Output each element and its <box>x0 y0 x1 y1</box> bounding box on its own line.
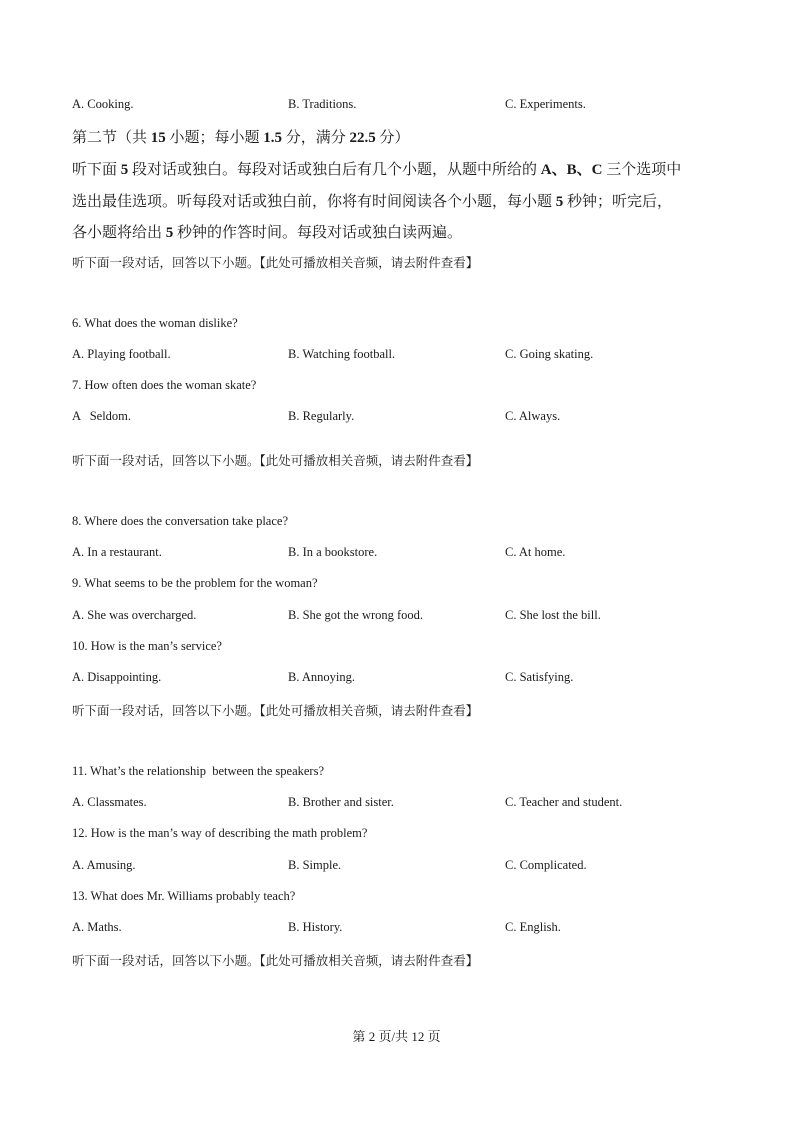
option-c: C. English. <box>505 920 561 934</box>
audio-instruction: 听下面一段对话，回答以下小题。【此处可播放相关音频，请去附件查看】 <box>72 255 479 270</box>
directions-line-3 <box>72 221 462 242</box>
options-row-q9 <box>72 608 722 628</box>
page-number: 2 <box>368 1029 376 1044</box>
section-points-total: 22.5 <box>349 130 376 146</box>
option-a: A. Playing football. <box>72 347 171 361</box>
question-12: 12. How is the man’s way of describing the math problem? <box>72 826 368 840</box>
question-11: 11. What’s the relationship between the speakers? <box>72 764 325 778</box>
option-b: B. Regularly. <box>288 409 355 423</box>
page-footer <box>0 1026 793 1045</box>
option-b: B. She got the wrong food. <box>288 608 424 622</box>
question-9: 9. What seems to be the problem for the woman? <box>72 576 318 590</box>
directions-text: 三个选项中 <box>602 162 682 178</box>
directions-text: 听下面 <box>72 162 121 178</box>
option-c: C. Experiments. <box>505 97 586 111</box>
option-c: C. Satisfying. <box>505 670 574 684</box>
option-c: C. At home. <box>505 545 566 559</box>
option-a: A. In a restaurant. <box>72 545 162 559</box>
section-title-text: 第二节（共 <box>72 130 151 146</box>
section-title <box>72 126 410 147</box>
section-count: 15 <box>150 130 166 146</box>
directions-text: 秒钟；听完后， <box>563 194 673 210</box>
option-a: A. She was overcharged. <box>72 608 197 622</box>
question-10: 10. How is the man’s service? <box>72 639 222 653</box>
option-b: B. Annoying. <box>288 670 356 684</box>
option-c: C. She lost the bill. <box>505 608 601 622</box>
question-8: 8. Where does the conversation take place? <box>72 514 288 528</box>
option-a: A. Amusing. <box>72 858 136 872</box>
options-row-q12 <box>72 858 722 878</box>
directions-text: 段对话或独白。每段对话或独白后有几个小题，从题中所给的 <box>128 162 541 178</box>
option-a: A. Maths. <box>72 920 122 934</box>
directions-options: A、B、C <box>540 162 603 178</box>
footer-text: 页 <box>424 1029 441 1044</box>
question-6: 6. What does the woman dislike? <box>72 316 238 330</box>
section-points-each: 1.5 <box>263 130 283 146</box>
question-7: 7. How often does the woman skate? <box>72 378 257 392</box>
option-c: C. Teacher and student. <box>505 795 623 809</box>
options-row-q10 <box>72 670 722 690</box>
option-a: A. Classmates. <box>72 795 147 809</box>
option-b: B. In a bookstore. <box>288 545 378 559</box>
directions-number: 5 <box>165 225 174 241</box>
option-c: C. Going skating. <box>505 347 594 361</box>
option-b: B. Traditions. <box>288 97 357 111</box>
directions-text: 各小题将给出 <box>72 225 166 241</box>
audio-instruction: 听下面一段对话，回答以下小题。【此处可播放相关音频，请去附件查看】 <box>72 453 479 468</box>
options-row-q8 <box>72 545 722 565</box>
directions-text: 选出最佳选项。听每段对话或独白前，你将有时间阅读各个小题，每小题 <box>72 194 556 210</box>
option-b: B. Brother and sister. <box>288 795 394 809</box>
options-row-q7 <box>72 409 722 429</box>
option-b: B. Watching football. <box>288 347 396 361</box>
options-row-q13 <box>72 920 722 940</box>
directions-line-2 <box>72 190 672 211</box>
options-row-q5 <box>72 97 722 117</box>
option-c: C. Complicated. <box>505 858 587 872</box>
question-13: 13. What does Mr. Williams probably teach? <box>72 889 296 903</box>
footer-text: 第 <box>352 1029 369 1044</box>
directions-line-1 <box>72 158 681 179</box>
directions-number: 5 <box>555 194 564 210</box>
option-a: A Seldom. <box>72 409 132 423</box>
option-b: B. Simple. <box>288 858 342 872</box>
option-a: A. Disappointing. <box>72 670 162 684</box>
option-b: B. History. <box>288 920 343 934</box>
option-c: C. Always. <box>505 409 561 423</box>
options-row-q11 <box>72 795 722 815</box>
page-total: 12 <box>411 1029 425 1044</box>
section-title-text: 小题；每小题 <box>165 130 264 146</box>
directions-number: 5 <box>120 162 129 178</box>
option-a: A. Cooking. <box>72 97 134 111</box>
audio-instruction: 听下面一段对话，回答以下小题。【此处可播放相关音频，请去附件查看】 <box>72 703 479 718</box>
options-row-q6 <box>72 347 722 367</box>
directions-text: 秒钟的作答时间。每段对话或独白读两遍。 <box>173 225 463 241</box>
footer-text: 页/共 <box>375 1029 412 1044</box>
audio-instruction: 听下面一段对话，回答以下小题。【此处可播放相关音频，请去附件查看】 <box>72 953 479 968</box>
section-title-text: 分，满分 <box>282 130 350 146</box>
section-title-text: 分） <box>375 130 410 146</box>
